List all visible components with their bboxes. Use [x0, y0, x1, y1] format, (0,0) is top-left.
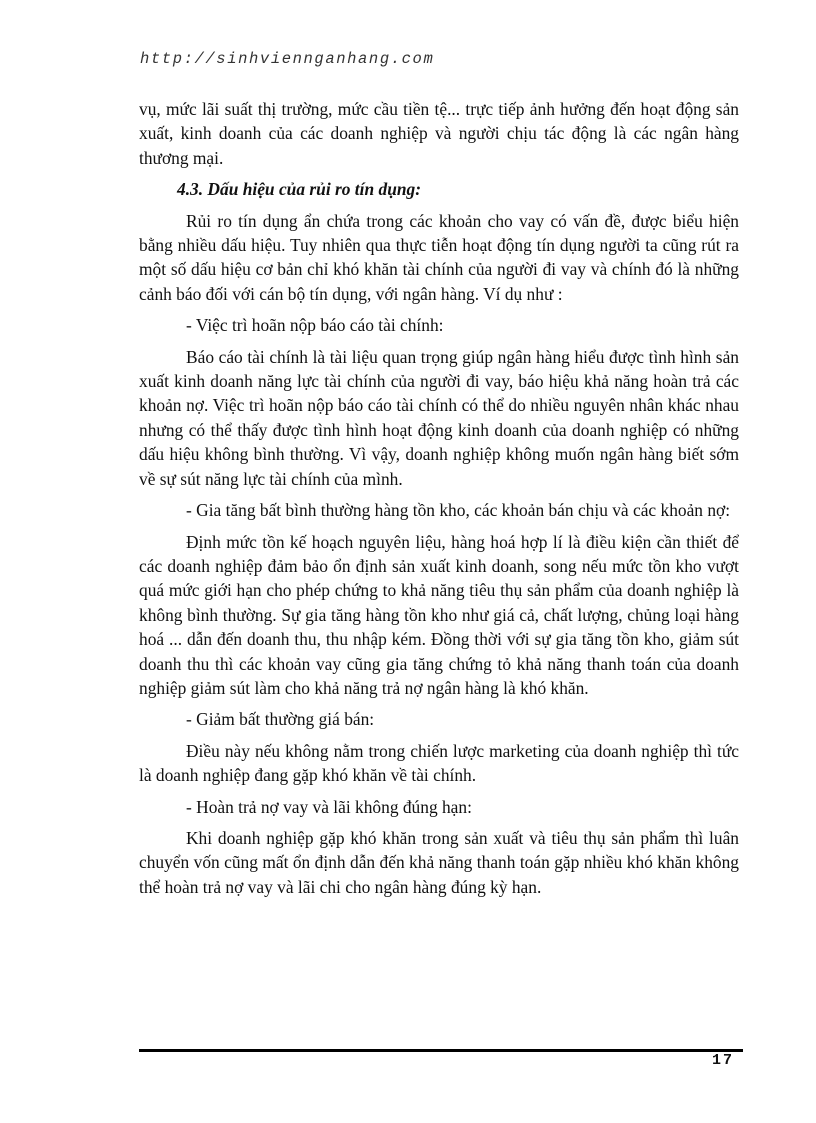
paragraph-1: Rủi ro tín dụng ẩn chứa trong các khoản cho vay có vấn đề, được biểu hiện bằng nhiều dấu hiệu. Tuy nhiên qua thực tiễn hoạt động tín dụng người ta cũng rút ra một số dấu hiệu cơ bản chỉ khó khăn tài chính của người đi vay và chính đó là những cảnh báo đối với cán bộ tín dụng, với ngân hàng. Ví dụ như :: [139, 210, 739, 304]
intro-paragraph: vụ, mức lãi suất thị trường, mức cầu tiền tệ... trực tiếp ảnh hưởng đến hoạt động sản xuất, kinh doanh của các doanh nghiệp và người chịu tác động là các ngân hàng thương mại.: [139, 99, 739, 168]
paragraph-5: Khi doanh nghiệp gặp khó khăn trong sản xuất và tiêu thụ sản phẩm thì luân chuyển vốn cũng mất ổn định dẫn đến khả năng thanh toán gặp nhiều khó khăn không thể hoàn trả nợ vay và lãi chi cho ngân hàng đúng kỳ hạn.: [139, 827, 739, 897]
paragraph-4: Điều này nếu không nằm trong chiến lược marketing của doanh nghiệp thì tức là doanh nghiệp đang gặp khó khăn về tài chính.: [139, 740, 739, 786]
list-item-2: - Gia tăng bất bình thường hàng tồn kho, các khoản bán chịu và các khoản nợ:: [186, 500, 731, 521]
footer-divider: [139, 1049, 743, 1052]
header-url: http://sinhviennganhang.com: [140, 50, 435, 68]
page-body: [139, 97, 739, 899]
list-item-4: - Hoàn trả nợ vay và lãi không đúng hạn:: [186, 796, 472, 817]
page-number: 17: [711, 1052, 734, 1069]
section-heading: 4.3. Dấu hiệu của rủi ro tín dụng:: [177, 179, 422, 200]
paragraph-3: Định mức tồn kế hoạch nguyên liệu, hàng hoá hợp lí là điều kiện cần thiết để các doanh nghiệp đảm bảo ổn định sản xuất kinh doanh, song nếu mức tồn kho vượt quá mức giới hạn cho phép chứng to khả năng tiêu thụ sản phẩm của doanh nghiệp là không bình thường. Sự gia tăng hàng tồn kho như giá cả, chất lượng, chủng loại hàng hoá ... dẫn đến doanh thu, thu nhập kém. Đồng thời với sự gia tăng tồn kho, giảm sút doanh thu thì các khoản vay cũng gia tăng chứng tỏ khả năng thanh toán của doanh nghiệp giảm sút làm cho khả năng trả nợ ngân hàng là khó khăn.: [139, 531, 739, 698]
list-item-3: - Giảm bất thường giá bán:: [186, 709, 375, 730]
paragraph-2: Báo cáo tài chính là tài liệu quan trọng giúp ngân hàng hiểu được tình hình sản xuất kinh doanh năng lực tài chính của người đi vay, báo hiệu khả năng hoàn trả các khoản nợ. Việc trì hoãn nộp báo cáo tài chính có thể do nhiều nguyên nhân khác nhau nhưng có thể thấy được tình hình hoạt động kinh doanh của doanh nghiệp có những dấu hiệu không bình thường. Vì vậy, doanh nghiệp không muốn ngân hàng biết sớm về sự sút năng lực tài chính của mình.: [139, 346, 739, 489]
list-item-1: - Việc trì hoãn nộp báo cáo tài chính:: [186, 315, 444, 336]
